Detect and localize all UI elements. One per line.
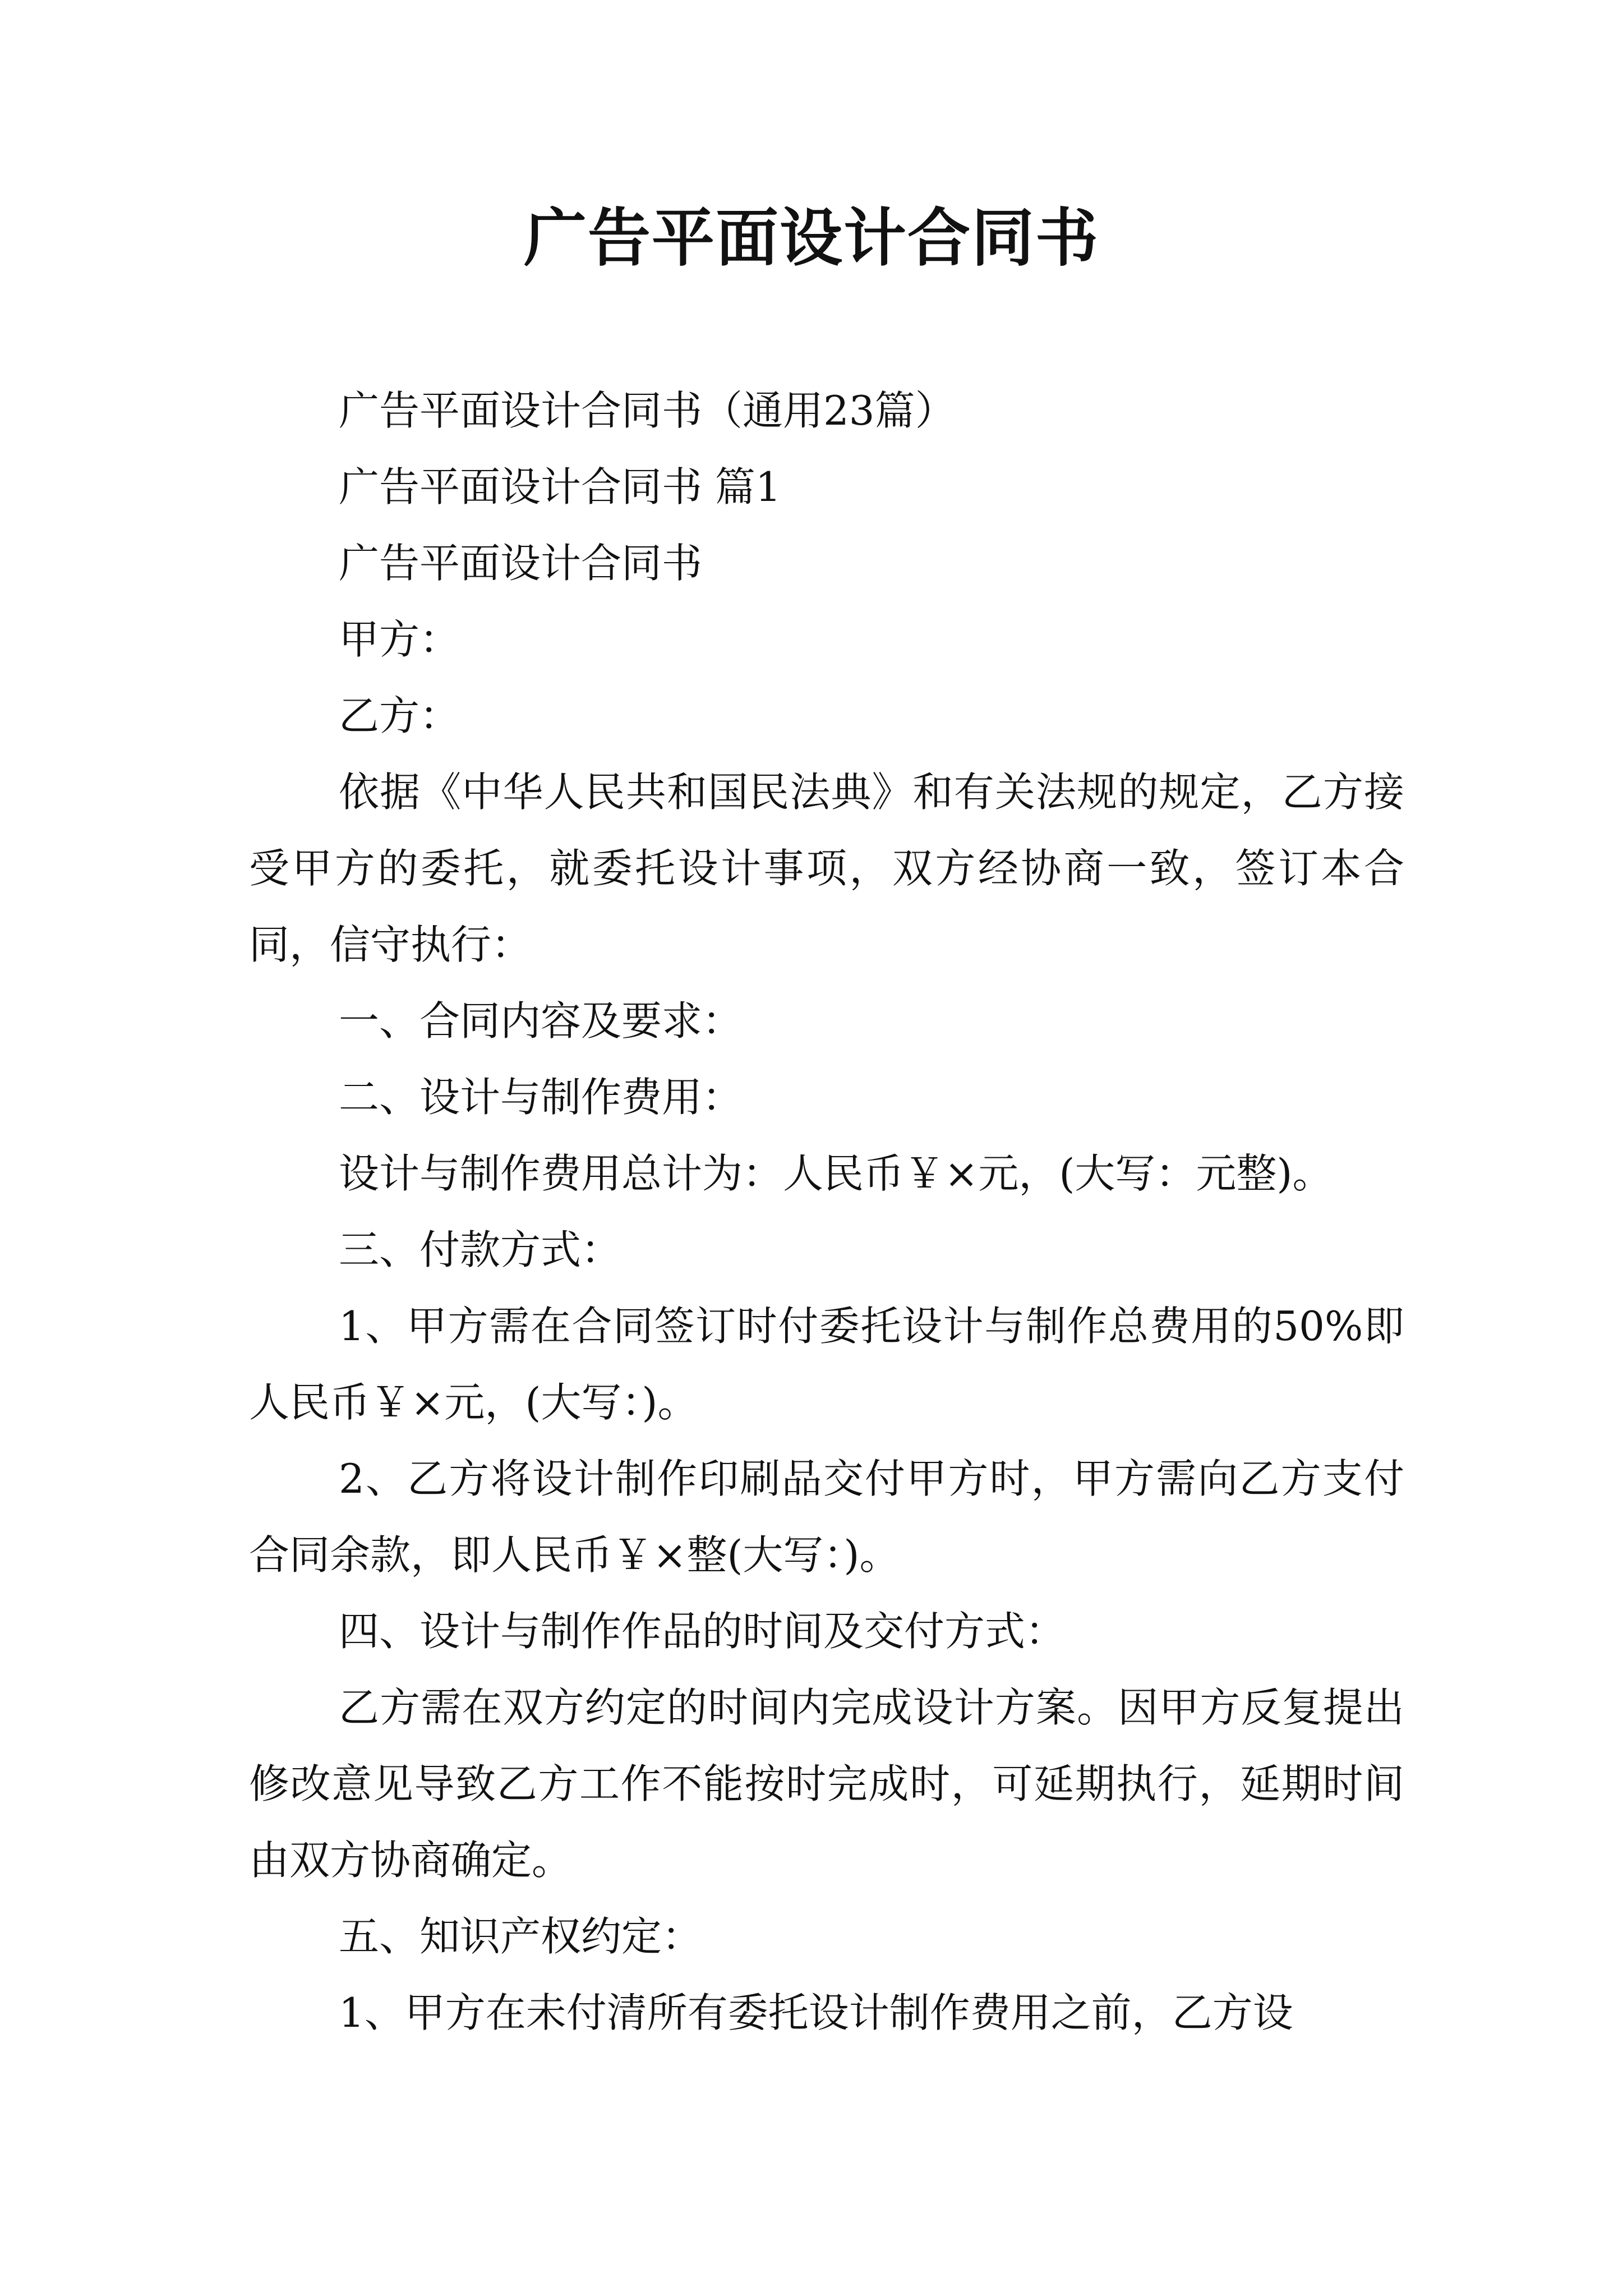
paragraph-section-4: 四、设计与制作作品的时间及交付方式：: [339, 1608, 1066, 1655]
paragraph-section-2: 二、设计与制作费用：: [339, 1074, 743, 1121]
paragraph-contract-title: 广告平面设计合同书: [339, 540, 703, 587]
paragraph-preamble: 依据《中华人民共和国民法典》和有关法规的规定，乙方接受甲方的委托，就委托设计事项，双方经协商一致，签订本合同，信守执行：: [249, 769, 1404, 968]
paragraph-delivery: 乙方需在双方约定的时间内完成设计方案。因甲方反复提出修改意见导致乙方工作不能按时完成时，可延期执行，延期时间由双方协商确定。: [249, 1684, 1404, 1884]
paragraph-payment-2: 2、乙方将设计制作印刷品交付甲方时，甲方需向乙方支付合同余款，即人民币￥×整(大写：)。: [249, 1455, 1404, 1579]
paragraph-section-3: 三、付款方式：: [339, 1226, 622, 1273]
paragraph-part-heading: 广告平面设计合同书 篇1: [339, 463, 781, 510]
document-title: 广告平面设计合同书: [524, 201, 1099, 275]
paragraph-fee-total: 设计与制作费用总计为：人民币￥×元，(大写：元整)。: [339, 1150, 1333, 1197]
paragraph-section-5: 五、知识产权约定：: [339, 1913, 703, 1960]
document-body: [249, 372, 1404, 2051]
paragraph-section-1: 一、合同内容及要求：: [339, 997, 743, 1045]
paragraph-subtitle: 广告平面设计合同书（通用23篇）: [339, 387, 956, 434]
paragraph-payment-1: 1、甲方需在合同签订时付委托设计与制作总费用的50%即人民币￥×元，(大写：)。: [249, 1303, 1404, 1426]
paragraph-party-a: 甲方：: [339, 616, 460, 663]
paragraph-ip-1: 1、甲方在未付清所有委托设计制作费用之前，乙方设: [339, 1989, 1293, 2036]
paragraph-party-b: 乙方：: [339, 692, 460, 739]
